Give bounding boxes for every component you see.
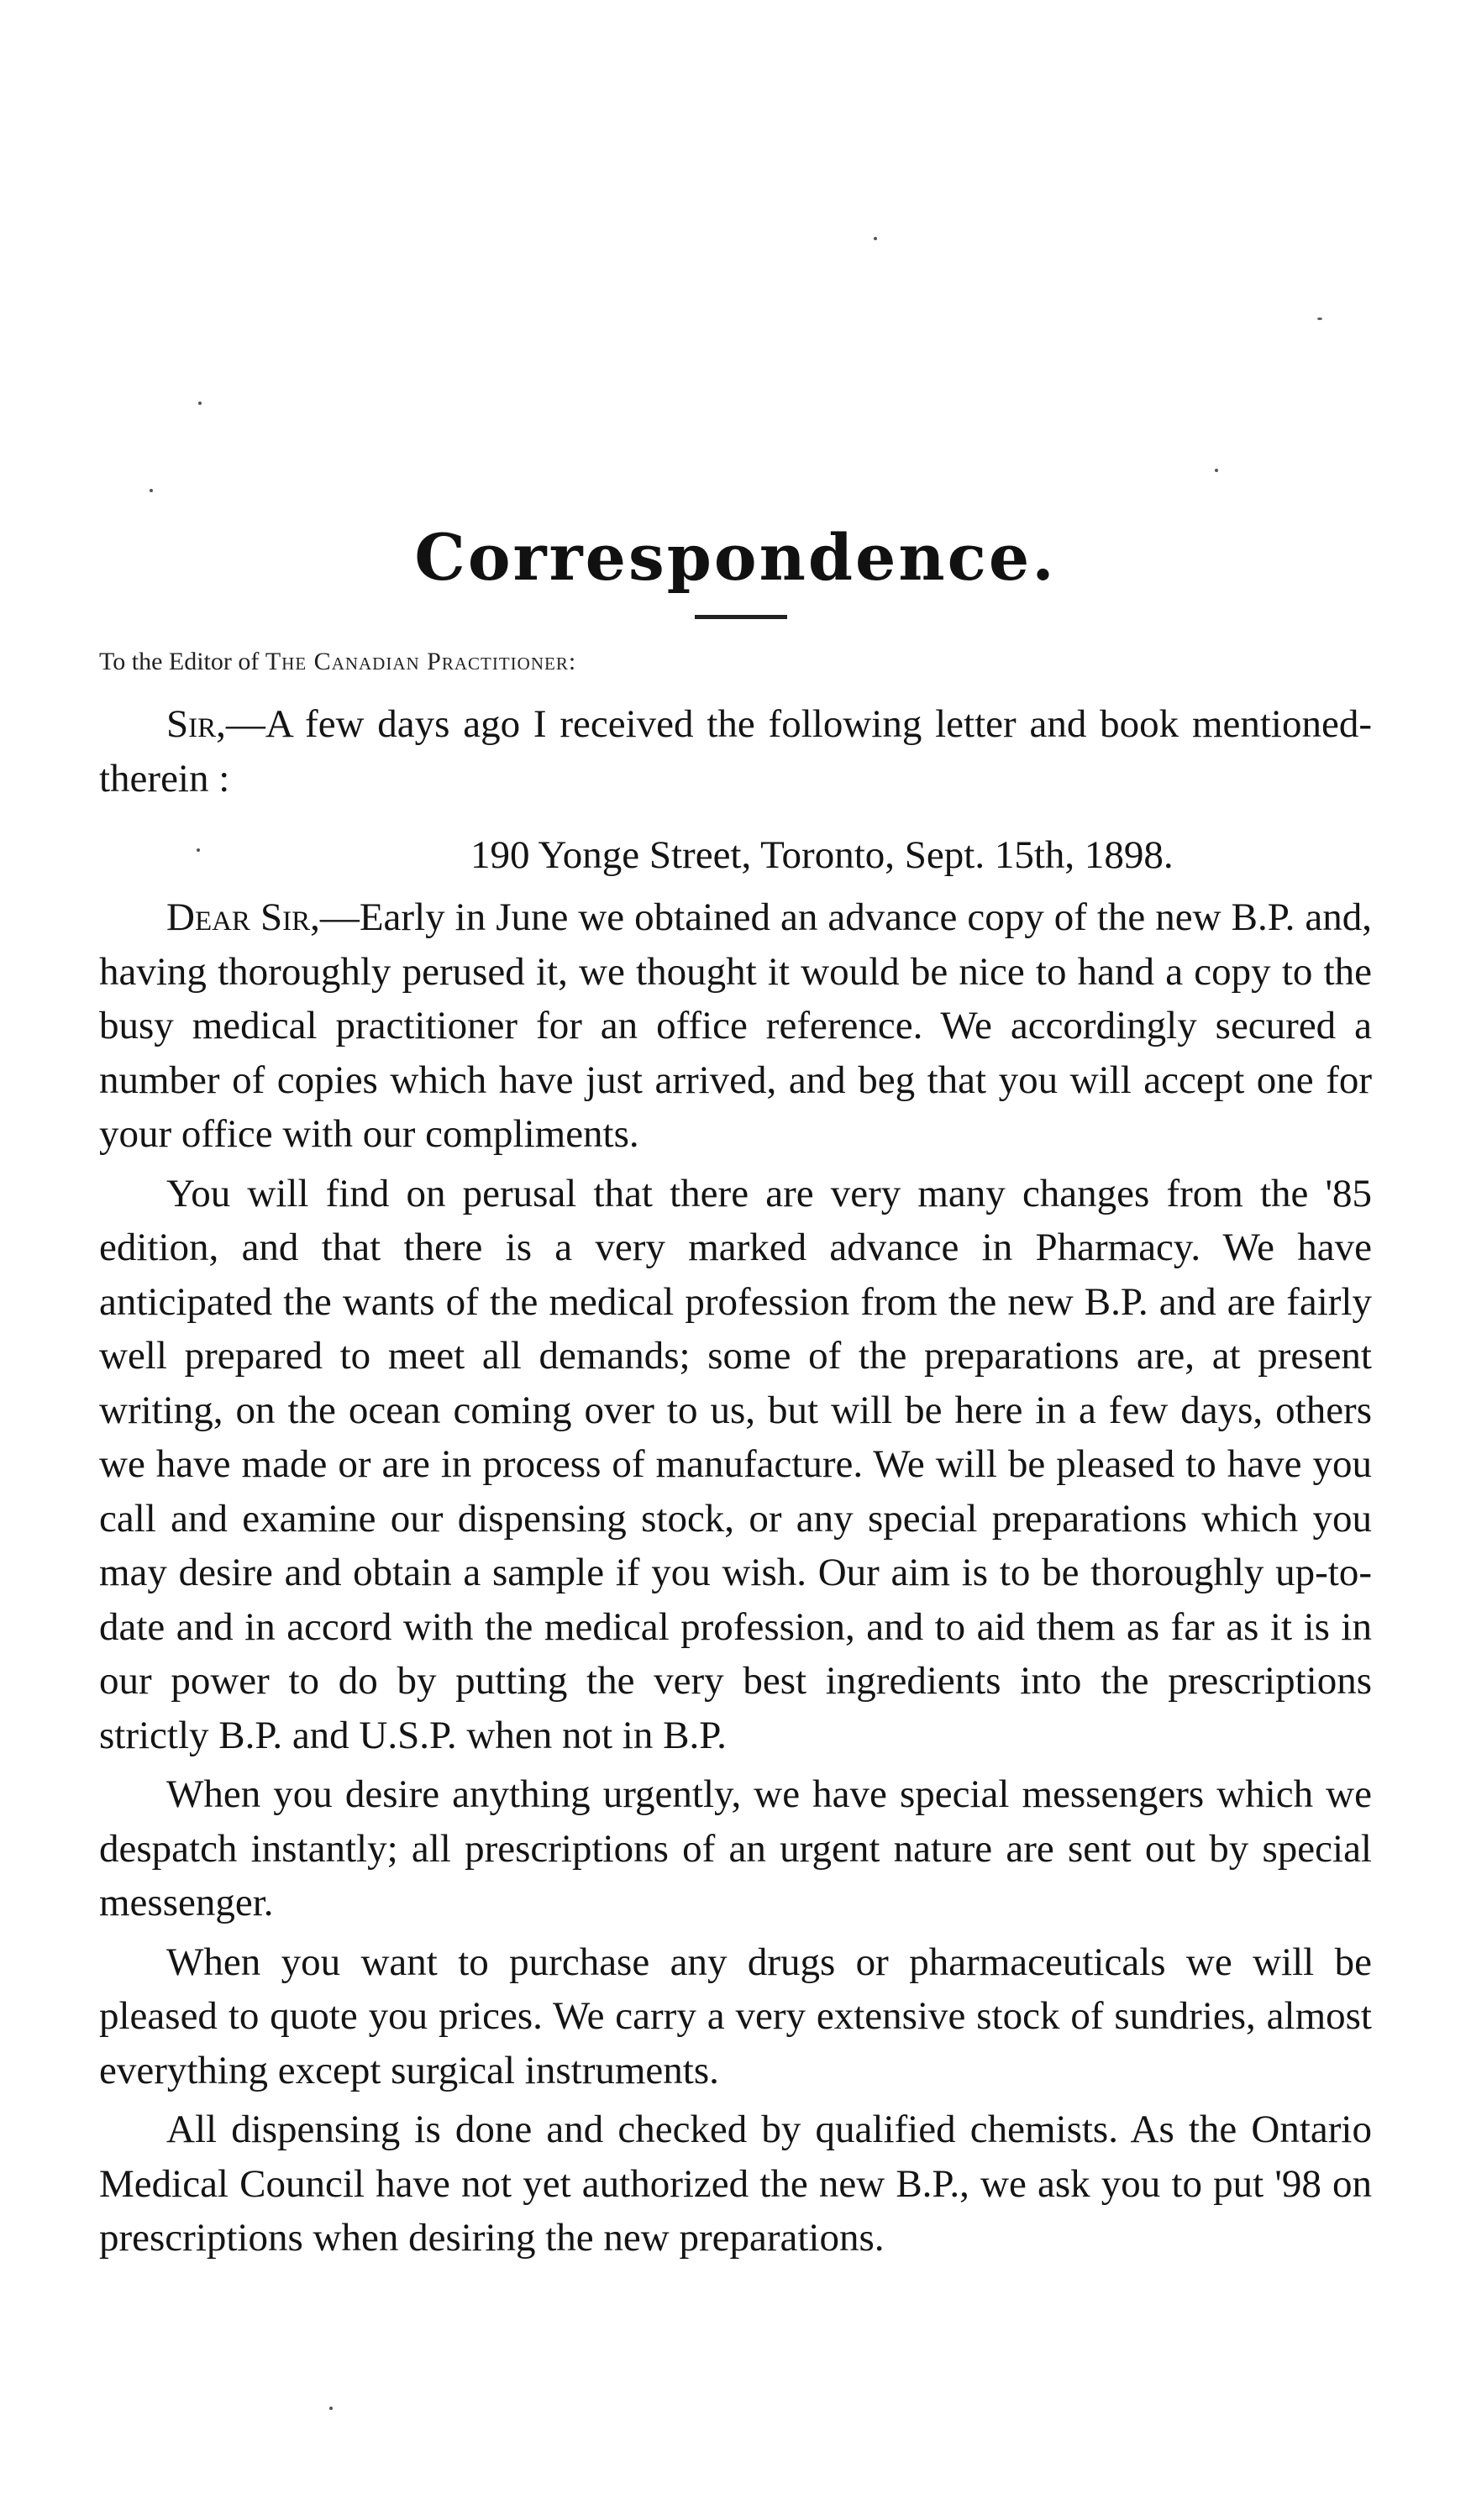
addressee-line bbox=[99, 645, 575, 679]
letter-dateline: 190 Yonge Street, Toronto, Sept. 15th, 1898. bbox=[470, 833, 1174, 877]
scan-speck bbox=[1215, 469, 1218, 472]
title-rule bbox=[695, 615, 787, 619]
letter-paragraph: You will find on perusal that there are very many changes from the '85 edition, and that there is a very marked advance in Pharmacy. We have anticipated the wants of the medical profession from the new B.P. and are fairly well prepared to meet all demands; some of the preparations are, at present writing, on the ocean coming over to us, but will be here in a few days, others we have made or are in process of manufacture. We will be pleased to have you call and examine our dispensing stock, or any special preparations which you may desire and obtain a sample if you wish. Our aim is to be thoroughly up-to-date and in accord with the medical profession, and to aid them as far as it is in our power to do by putting the very best ingredients into the prescriptions strictly B.P. and U.S.P. when not in B.P. bbox=[99, 1171, 1372, 1757]
letter-paragraph: Dear Sir,—Early in June we obtained an advance copy of the new B.P. and, having thoroughly perused it, we thought it would be nice to hand a copy to the busy medical practitioner for an office reference. We accordingly secured a number of copies which have just arrived, and beg that you will accept one for your office with our compliments. bbox=[99, 895, 1372, 1156]
scan-speck bbox=[329, 2407, 333, 2410]
scan-speck bbox=[198, 402, 202, 405]
scan-speck bbox=[150, 489, 153, 492]
intro-paragraph bbox=[99, 697, 1372, 806]
scan-speck bbox=[197, 848, 200, 852]
letter-paragraph: When you want to purchase any drugs or pharmaceuticals we will be pleased to quote you prices. We carry a very extensive stock of sundries, almost everything except surgical instruments. bbox=[99, 1940, 1372, 2092]
letter-salutation: Dear Sir bbox=[166, 895, 311, 939]
scan-speck bbox=[1317, 318, 1322, 320]
page-title: Correspondence. bbox=[414, 519, 1057, 595]
letter-paragraph: When you desire anything urgently, we have special messengers which we despatch instantly; all prescriptions of an urgent nature are sent out by special messenger. bbox=[99, 1772, 1372, 1924]
intro-text: ,—A few days ago I received the following letter and book mentioned- therein : bbox=[99, 702, 1372, 801]
scan-speck bbox=[874, 237, 877, 240]
addressee-prefix: To the Editor of bbox=[99, 648, 265, 675]
letter-body bbox=[99, 890, 1372, 2265]
intro-salutation: Sir bbox=[166, 702, 217, 746]
letter-paragraph: All dispensing is done and checked by qualified chemists. As the Ontario Medical Council have not yet authorized the new B.P., we ask you to put '98 on prescriptions when desiring the new preparations. bbox=[99, 2108, 1372, 2260]
journal-name: The Canadian Practitioner bbox=[265, 648, 569, 675]
addressee-suffix: : bbox=[568, 648, 576, 675]
